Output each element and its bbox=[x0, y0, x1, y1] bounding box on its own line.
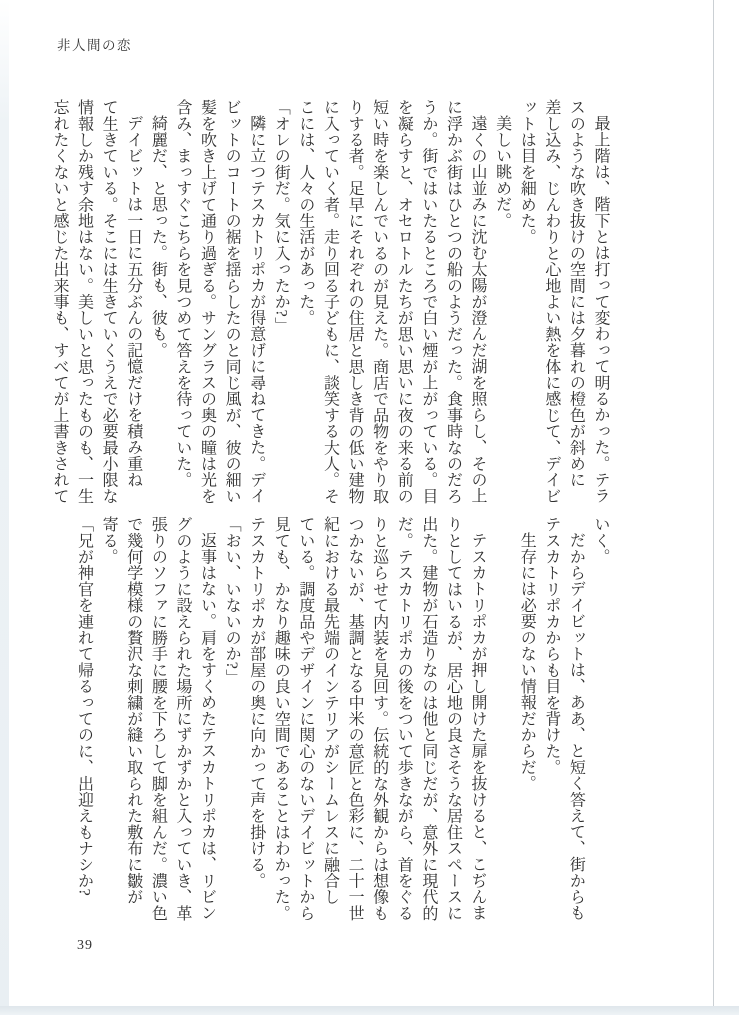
text-line: ットは目を細めた。 bbox=[518, 99, 536, 245]
text-line: 最上階は、階下とは打って変わって明るかった。テラ bbox=[592, 115, 609, 504]
text-line: 見ても、かなり趣味の良い空間であることはわかった。 bbox=[272, 516, 290, 921]
page-number: 39 bbox=[77, 938, 93, 953]
text-line: テスカトリポカからも目を背けた。 bbox=[542, 516, 560, 776]
text-line: 「兄が神官を連れて帰るってのに、出迎えもナシか? bbox=[75, 516, 93, 896]
page-right-edge bbox=[713, 0, 714, 1006]
text-line: 「オレの街だ。気に入ったか?」 bbox=[272, 99, 290, 334]
text-line: 忘れたくないと感じた出来事も、すべてが上書きされて bbox=[50, 99, 68, 504]
text-line: 情報しか残す余地はない。美しいと思ったものも、一生 bbox=[75, 99, 93, 504]
text-line: 返事はない。肩をすくめたテスカトリポカは、リビン bbox=[198, 532, 216, 921]
text-line: で幾何学模様の贅沢な刺繍が縫い取られた敷布に皺が bbox=[124, 516, 142, 905]
text-line: を凝らすと、オセロトルたちが思い思いに夜の来る前の bbox=[395, 99, 413, 504]
text-line: 美しい眺めだ。 bbox=[493, 115, 511, 229]
text-line: りと巡らせて内装を見回す。伝統的な外観からは想像も bbox=[370, 516, 388, 921]
text-line: うか。街ではいたるところで白い煙が上がっている。目 bbox=[419, 99, 437, 504]
text-line: だからデイビットは、ああ、と短く答えて、街からも bbox=[567, 532, 585, 921]
text-line: ている。調度品やデザインに関心のないデイビットから bbox=[296, 516, 314, 921]
text-line: グのように設えられた場所にずかずかと入っていき、革 bbox=[173, 516, 191, 921]
page-left-edge bbox=[0, 0, 9, 1015]
upper-text-block bbox=[34, 99, 612, 505]
text-line: つかないが、基調となる中米の意匠と色彩に、二十一世 bbox=[346, 516, 364, 921]
text-line: 出た。建物が石造りなのは他と同じだが、意外に現代的 bbox=[419, 516, 437, 921]
text-line: だ。テスカトリポカの後をついて歩きながら、首をぐる bbox=[395, 516, 413, 921]
text-line: テスカトリポカが部屋の奥に向かって声を掛ける。 bbox=[247, 516, 265, 889]
chapter-title: 非人間の恋 bbox=[57, 38, 132, 53]
text-line: 「おい、いないのか?」 bbox=[223, 516, 241, 686]
text-line: デイビットは一日に五分ぶんの記憶だけを積み重ね bbox=[124, 115, 142, 488]
text-line: 差し込み、じんわりと心地よい熱を体に感じて、デイビ bbox=[542, 99, 560, 504]
page-bottom-edge bbox=[0, 1006, 739, 1015]
text-line: 生存には必要のない情報だからだ。 bbox=[518, 532, 536, 792]
text-line: テスカトリポカが押し開けた扉を抜けると、こぢんま bbox=[469, 532, 487, 921]
text-line: こには、人々の生活があった。 bbox=[296, 99, 314, 326]
text-line: 髪を吹き上げて通り過ぎる。サングラスの奥の瞳は光を bbox=[198, 99, 216, 504]
text-line: 遠くの山並みに沈む太陽が澄んだ湖を照らし、その上 bbox=[469, 115, 487, 504]
text-line: 含み、まっすぐこちらを見つめて答えを待っていた。 bbox=[173, 99, 191, 488]
text-line: 寄る。 bbox=[100, 516, 118, 565]
text-line: に入っていく者。走り回る子どもに、談笑する大人。そ bbox=[321, 99, 339, 504]
text-line: ビットのコートの裾を揺らしたのと同じ風が、彼の細い bbox=[223, 99, 241, 504]
text-line: りする者。足早にそれぞれの住居と思しき背の低い建物 bbox=[346, 99, 364, 504]
text-line: 綺麗だ、と思った。街も、彼も。 bbox=[149, 115, 167, 358]
text-line: 紀における最先端のインテリアがシームレスに融合し bbox=[321, 516, 339, 905]
text-line: 張りのソファに勝手に腰を下ろして脚を組んだ。濃い色 bbox=[149, 516, 167, 921]
text-line: て生きている。そこには生きていくうえで必要最小限な bbox=[100, 99, 118, 504]
text-line bbox=[489, 516, 514, 922]
text-line: いく。 bbox=[592, 516, 609, 565]
text-line: りとしてはいるが、居心地の良さそうな居住スペースに bbox=[444, 516, 462, 921]
lower-text-block bbox=[34, 516, 612, 922]
text-line: 短い時を楽しんでいるのが見えた。商店で品物をやり取 bbox=[370, 99, 388, 504]
text-line: 隣に立つテスカトリポカが得意げに尋ねてきた。デイ bbox=[247, 115, 265, 504]
text-line: スのような吹き抜けの空間には夕暮れの橙色が斜めに bbox=[567, 99, 585, 488]
text-line: に浮かぶ街はひとつの船のようだった。食事時なのだろ bbox=[444, 99, 462, 504]
